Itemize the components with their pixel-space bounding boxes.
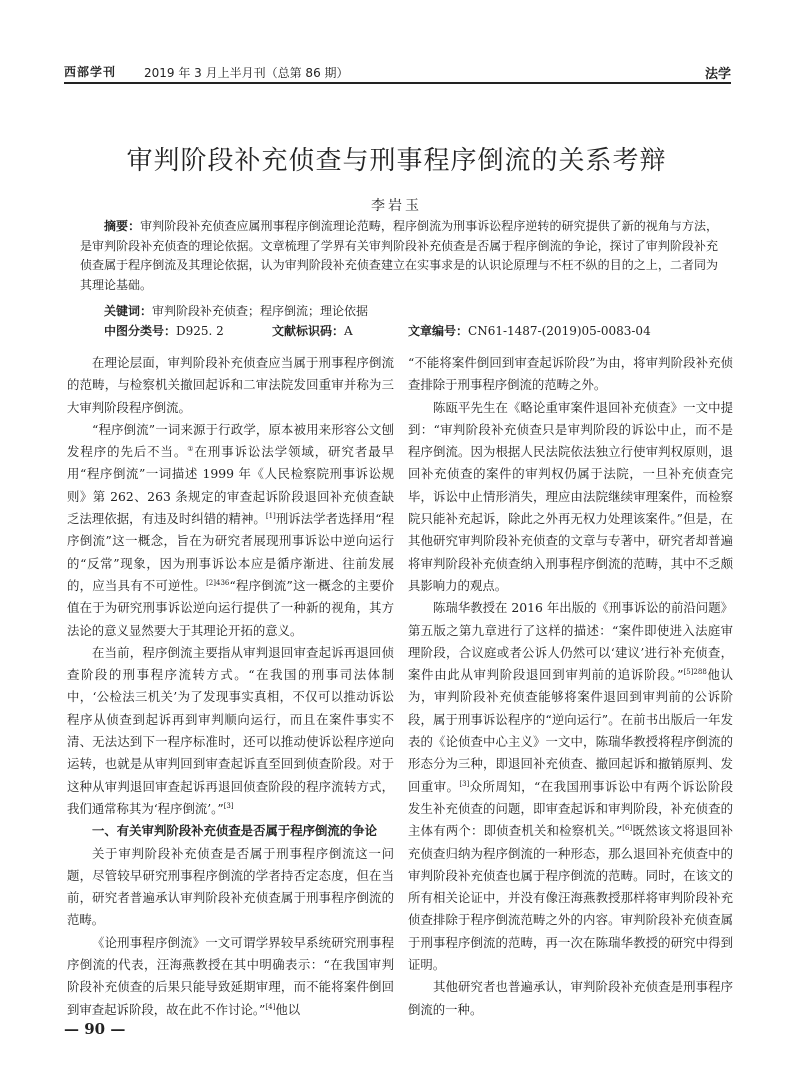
issue-info: 2019 年 3 月上半月刊（总第 86 期） [144, 66, 349, 80]
keywords-text: 审判阶段补充侦查；程序倒流；理论依据 [152, 304, 369, 318]
page-number: — 90 — [64, 1020, 126, 1038]
abstract [80, 217, 718, 295]
text-span: 众所周知，“在我国刑事诉讼中有两个诉讼阶段发生补充侦查的问题，即审查起诉和审判阶段，补充侦查的主体有两个：即侦查机关和检察机关。” [408, 778, 734, 839]
classification-value: D925. 2 [176, 324, 224, 338]
doc-code-value: A [344, 324, 353, 338]
paragraph: “不能将案件倒回到审查起诉阶段”为由，将审判阶段补充侦查排除于刑事程序倒流的范畴之外。 [408, 355, 733, 393]
footnote-ref: ① [187, 445, 195, 454]
document-code [272, 322, 353, 341]
doc-code-label: 文献标识码： [272, 324, 345, 338]
text-span: 他以 [275, 1001, 301, 1017]
section-label: 法学 [704, 67, 731, 82]
paragraph [67, 932, 394, 1021]
text-span: 在当前，程序倒流主要指从审判退回审查起诉再退回侦查阶段的刑事程序流转方式。“在我国的刑事司法体制中，‘公检法三机关’为了发现事实真相，不仅可以推动诉讼程序从侦查到起诉再到审判顺向运行，而且在案件事实不清、无法达到下一程序标准时，还可以推动使诉讼程序逆向运转，也就是从审判回到审查起诉直至回到侦查阶段。对于这种从审判退回审查起诉再退回侦查阶段的程序流转方式，我们通常称其为‘程序倒流’。” [67, 644, 394, 816]
running-header [64, 60, 731, 84]
article-title: 审判阶段补充侦查与刑事程序倒流的关系考辩 [126, 146, 667, 176]
keywords-label: 关键词： [104, 304, 153, 318]
section-heading: 一、有关审判阶段补充侦查是否属于程序倒流的争论 [92, 823, 377, 839]
article-number [408, 322, 651, 341]
abstract-label: 摘要： [104, 219, 141, 233]
article-no-value: CN61-1487-(2019)05-0083-04 [468, 324, 651, 338]
text-span: 刑诉法学者选择用“程序倒流”这一概念，旨在为研究者展现刑事诉讼中逆向运行的“反常”现象，因为刑事诉讼本应是循序渐进、往前发展的，应当具有不可逆性。 [67, 511, 395, 593]
left-column [67, 352, 394, 1021]
text-span: 《论刑事程序倒流》一文可谓学界较早系统研究刑事程序倒流的代表，汪海燕教授在其中明确表示：“在我国审判阶段补充侦查的后果只能导致延期审理，而不能将案件倒回到审查起诉阶段，故在此不作讨论。” [67, 934, 394, 1017]
classification-label: 中图分类号： [104, 324, 177, 338]
author-name: 李岩玉 [371, 198, 422, 214]
paragraph [67, 419, 394, 642]
journal-name: 西部学刊 [64, 65, 117, 79]
text-span: 在刑事诉讼法学领域，研究者最早用“程序倒流”一词描述 1999 年《人民检察院刑事诉讼规则》第 262、263 条规定的审查起诉阶段退回补充侦查缺乏法理依据，有违及时纠错的精神。 [67, 444, 395, 527]
citation-ref: [3] [459, 779, 470, 788]
citation-ref: [2]436 [206, 578, 230, 587]
paragraph: 在理论层面，审判阶段补充侦查应当属于刑事程序倒流的范畴，与检察机关撤回起诉和二审法院发回重审并称为三大审判阶段程序倒流。 [67, 355, 394, 415]
citation-ref: [4] [265, 1002, 276, 1011]
paragraph [408, 597, 733, 976]
right-column [408, 352, 733, 1021]
article-no-label: 文章编号： [408, 324, 469, 338]
citation-ref: [6] [622, 824, 633, 833]
paragraph [67, 642, 394, 820]
citation-ref: [1] [265, 511, 276, 520]
text-span: “程序倒流”一词来源于行政学，原本被用来形容公文刨发程序的先后不当。 [67, 421, 394, 460]
citation-ref: [5]288 [683, 668, 707, 677]
text-span: 既然该文将退回补充侦查归纳为程序倒流的一种形态，那么退回补充侦查中的审判阶段补充侦查也属于程序倒流的范畴。同时，在该文的所有相关论证中，并没有像汪海燕教授那样将审判阶段补充侦查排除于程序倒流范畴之外的内容。审判阶段补充侦查属于刑事程序倒流的范畴，再一次在陈瑞华教授的研究中得到证明。 [408, 823, 733, 973]
text-span: 他认为，审判阶段补充侦查能够将案件退回到审判前的公诉阶段，属于刑事诉讼程序的“逆向运行”。在前书出版后一年发表的《论侦查中心主义》一文中，陈瑞华教授将程序倒流的形态分为三种，即退回补充侦查、撤回起诉和撤销原判、发回重审。 [408, 667, 734, 794]
paragraph: 其他研究者也普遍承认，审判阶段补充侦查是刑事程序倒流的一种。 [408, 979, 733, 1017]
paragraph: 关于审判阶段补充侦查是否属于刑事程序倒流这一问题，尽管较早研究刑事程序倒流的学者持否定态度，但在当前，研究者普遍承认审判阶段补充侦查属于刑事程序倒流的范畴。 [67, 845, 394, 928]
citation-ref: [3] [223, 801, 234, 810]
keywords [104, 302, 704, 321]
classification [104, 322, 224, 341]
text-span: “程序倒流”这一概念的主要价值在于为研究刑事诉讼逆向运行提供了一种新的视角，其方法论的意义显然要大于其理论开拓的意义。 [67, 577, 394, 638]
abstract-text: 审判阶段补充侦查应属刑事程序倒流理论范畴，程序倒流为刑事诉讼程序逆转的研究提供了新的视角与方法，是审判阶段补充侦查的理论依据。文章梳理了学界有关审判阶段补充侦查是否属于程序倒流的争论，探讨了审判阶段补充侦查属于程序倒流及其理论依据，认为审判阶段补充侦查建立在实事求是的认识论原理与不枉不纵的目的之上，二者同为其理论基础。 [80, 219, 718, 292]
text-span: 陈瑞华教授在 2016 年出版的《刑事诉讼的前沿问题》第五版之第九章进行了这样的描述：“案件即使进入法庭审理阶段，合议庭或者公诉人仍然可以‘建议’进行补充侦查，案件由此从审判阶段退回到审判前的追诉阶段。” [408, 600, 733, 683]
paragraph: 陈瓯平先生在《略论重审案件退回补充侦查》一文中提到：“审判阶段补充侦查只是审判阶段的诉讼中止，而不是程序倒流。因为根据人民法院依法独立行使审判权原则，退回补充侦查的案件的审判权仍属于法院，一旦补充侦查完毕，诉讼中止情形消失，理应由法院继续审理案件，而检察院只能补充起诉，除此之外再无权力处理该案件。”但是，在其他研究审判阶段补充侦查的文章与专著中，研究者却普遍将审判阶段补充侦查纳入刑事程序倒流的范畴，其中不乏颇具影响力的观点。 [408, 399, 733, 593]
